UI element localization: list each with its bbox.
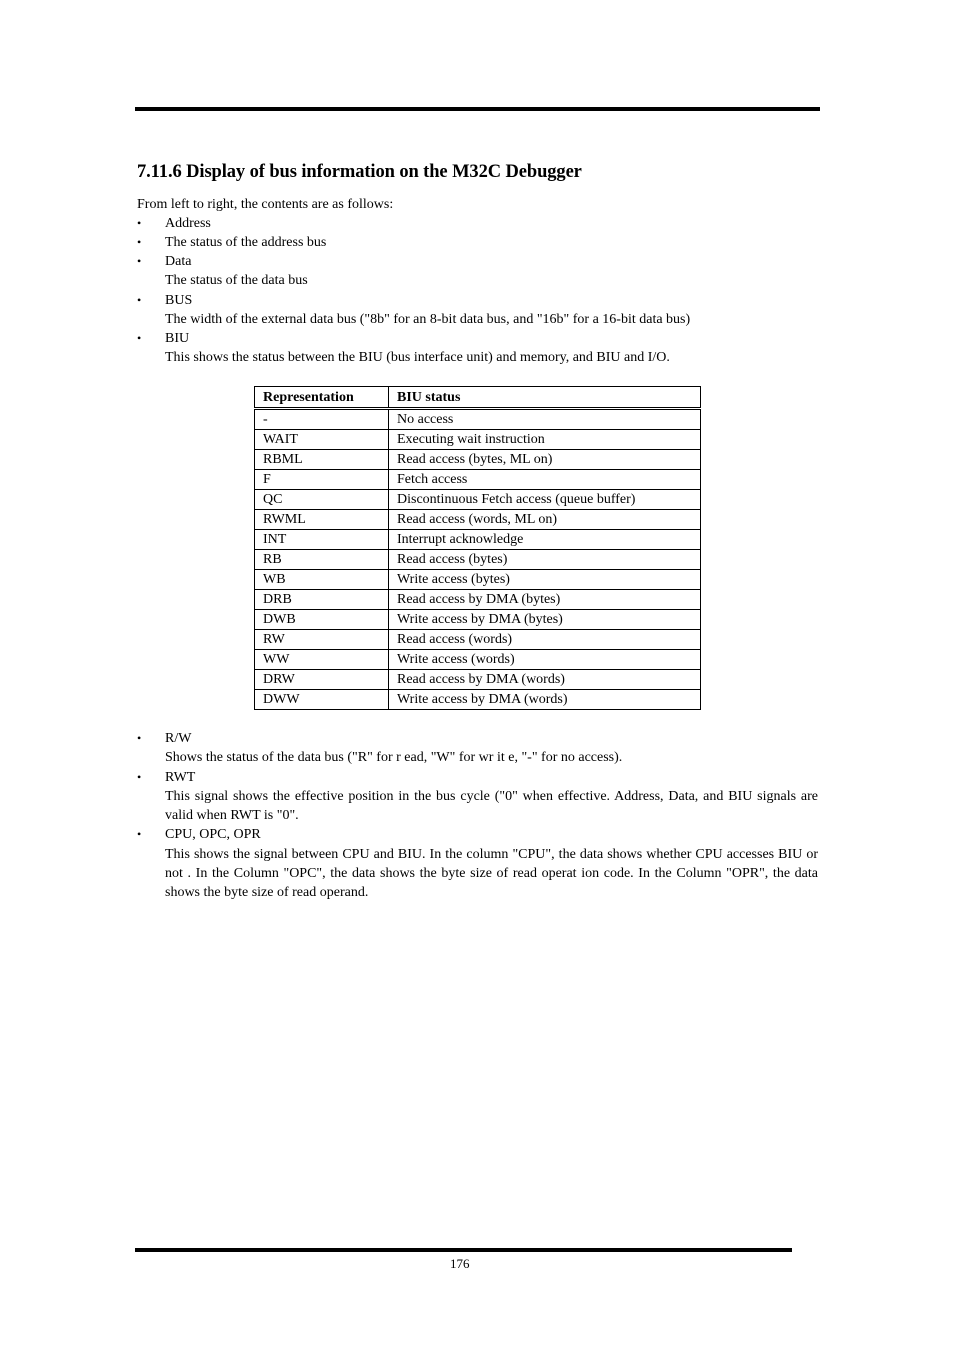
table-row [255, 650, 701, 670]
table-row [255, 630, 701, 650]
biu-status-cell: Discontinuous Fetch access (queue buffer) [389, 490, 701, 510]
biu-status-cell: Write access (words) [389, 650, 701, 670]
item-title-bus: BUS [165, 293, 193, 308]
item-title-address-status: The status of the address bus [165, 235, 327, 250]
table-row [255, 430, 701, 450]
bullet-icon: • [137, 331, 142, 345]
table-row [255, 409, 701, 430]
representation-cell: WB [255, 570, 389, 590]
representation-cell: RWML [255, 510, 389, 530]
table-row [255, 470, 701, 490]
bullet-icon: • [137, 770, 142, 784]
representation-cell: DWW [255, 690, 389, 710]
biu-status-cell: Write access by DMA (words) [389, 690, 701, 710]
representation-cell: INT [255, 530, 389, 550]
item-title-data: Data [165, 254, 192, 269]
biu-status-cell: Read access (words) [389, 630, 701, 650]
bullet-icon: • [137, 731, 142, 745]
table-row [255, 690, 701, 710]
item-desc-rwt: This signal shows the effective position in the bus cycle ("0" when effective. Address, Data, and BIU signals are valid when RWT is "0". [165, 789, 818, 823]
biu-status-cell: Read access (bytes) [389, 550, 701, 570]
representation-cell: QC [255, 490, 389, 510]
representation-cell: F [255, 470, 389, 490]
table-row [255, 510, 701, 530]
biu-status-cell: Write access by DMA (bytes) [389, 610, 701, 630]
intro-text: From left to right, the contents are as follows: [137, 197, 394, 212]
biu-status-cell: Fetch access [389, 470, 701, 490]
column-header-representation: Representation [255, 387, 389, 409]
table-header-row [255, 387, 701, 409]
table-row [255, 450, 701, 470]
biu-status-cell: Read access (words, ML on) [389, 510, 701, 530]
representation-cell: RBML [255, 450, 389, 470]
representation-cell: DRW [255, 670, 389, 690]
bullet-icon: • [137, 235, 142, 249]
item-title-rw: R/W [165, 731, 192, 746]
representation-cell: WAIT [255, 430, 389, 450]
biu-status-cell: Interrupt acknowledge [389, 530, 701, 550]
table-row [255, 570, 701, 590]
column-header-biu-status: BIU status [389, 387, 701, 409]
representation-cell: - [255, 409, 389, 430]
biu-status-table [254, 386, 701, 710]
biu-status-cell: Read access (bytes, ML on) [389, 450, 701, 470]
representation-cell: DRB [255, 590, 389, 610]
section-heading: 7.11.6 Display of bus information on the M32C Debugger [137, 162, 582, 182]
bullet-icon: • [137, 254, 142, 268]
biu-status-cell: Read access by DMA (words) [389, 670, 701, 690]
bullet-icon: • [137, 216, 142, 230]
table-row [255, 610, 701, 630]
page-number: 176 [450, 1256, 470, 1271]
representation-cell: WW [255, 650, 389, 670]
item-desc-biu: This shows the status between the BIU (bus interface unit) and memory, and BIU and I/O. [165, 350, 670, 365]
biu-status-cell: No access [389, 409, 701, 430]
table-row [255, 670, 701, 690]
item-title-cpu-opc-opr: CPU, OPC, OPR [165, 827, 261, 842]
bullet-icon: • [137, 827, 142, 841]
item-desc-cpu-opc-opr: This shows the signal between CPU and BIU. In the column "CPU", the data shows whether CPU accesses BIU or not . In the Column "OPC", the data shows the byte size of read operat ion code. In the Column "OPR", the data shows the byte size of read operand. [165, 847, 818, 900]
table-row [255, 530, 701, 550]
biu-status-cell: Read access by DMA (bytes) [389, 590, 701, 610]
header-rule [135, 107, 820, 111]
representation-cell: RW [255, 630, 389, 650]
biu-status-cell: Executing wait instruction [389, 430, 701, 450]
representation-cell: RB [255, 550, 389, 570]
item-desc-rw: Shows the status of the data bus ("R" for r ead, "W" for wr it e, "-" for no access). [165, 750, 623, 765]
item-desc-data: The status of the data bus [165, 273, 308, 288]
representation-cell: DWB [255, 610, 389, 630]
table-row [255, 490, 701, 510]
bullet-icon: • [137, 293, 142, 307]
footer-rule [135, 1248, 792, 1252]
item-desc-bus: The width of the external data bus ("8b" for an 8-bit data bus, and "16b" for a 16-bit data bus) [165, 312, 691, 327]
biu-status-cell: Write access (bytes) [389, 570, 701, 590]
table-row [255, 550, 701, 570]
item-title-biu: BIU [165, 331, 190, 346]
item-title-address: Address [165, 216, 211, 231]
item-title-rwt: RWT [165, 770, 196, 785]
table-row [255, 590, 701, 610]
